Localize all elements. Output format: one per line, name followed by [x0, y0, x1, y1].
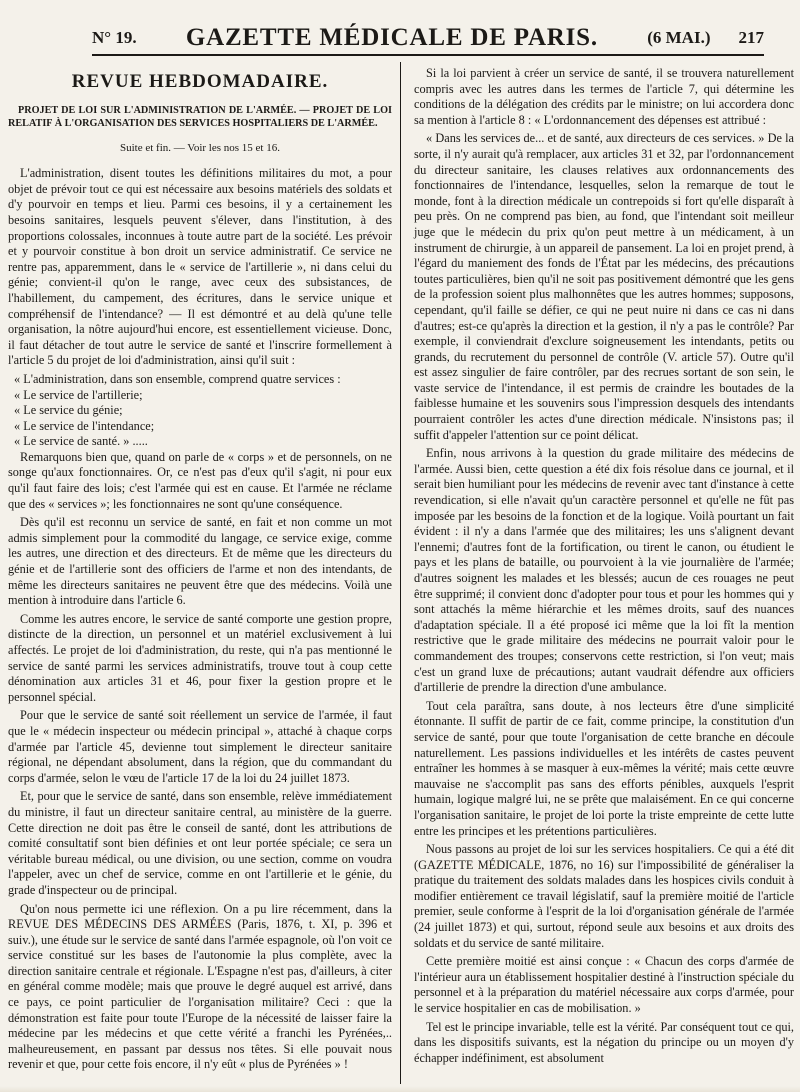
- paragraph: « Dans les services de... et de santé, aux directeurs de ces services. » De la sorte, il n'y aurait qu'à remplacer, aux articles 31 et 32, par l'ordonnancement du directeur sanitaire, les clauses relatives aux ordonnancements des fonctionnaires de l'intendance, lesquelles, selon la remarque de tout le monde, font à la direction médicale un contrepoids si fort qu'elle disparaît à peu près. On ne comprend pas bien, au fond, que l'intendant soit meilleur juge que le médecin du prix qu'on peut mettre à un médicament, à un instrument de chirurgie, à un appareil de pansement. La loi en projet prend, à l'égard du maniement des fonds de l'État par les médecins, des précautions toutes particulières, bien qu'il ne soit pas positivement démontré que les gens de la profession soient plus malhonnêtes que les autres hommes; supposons, cependant, qu'il faille se défier, ce qui ne peut nuire ni dans ce cas ni dans d'autres; est-ce qu'après la direction et la gestion, il n'y a pas le contrôle? Par exemple, il conviendrait d'exclure soigneusement les intendants, petits ou grands, du recrutement du personnel de contrôle (V. article 57). Outre qu'il est assez singulier de faire contrôler, par des recrues sortant de son sein, le vaste service de l'intendance, il est permis de craindre les boutades de la faiblesse humaine et les souvenirs sous l'impression desquels des intendants pourraient contrôler les actes d'une direction médicale. N'insistons pas; il suffit d'appeler l'attention sur ce point délicat.: [414, 131, 794, 442]
- paragraph: Et, pour que le service de santé, dans son ensemble, relève immédiatement du ministre, il faut un directeur sanitaire central, au ministère de la guerre. Cette direction ne doit pas être le conseil de santé, dont les attributions de comité consultatif sont bien définies et ont leur portée spéciale; ce sera un véritable bureau médical, ou une division, ou une section, comme on voudra l'appeler, avec un chef de service, comme en ont l'artillerie et le génie, du grade d'inspecteur ou de principal.: [8, 789, 392, 897]
- header-right: [647, 28, 764, 48]
- paragraph: Tel est le principe invariable, telle est la vérité. Par conséquent tout ce qui, dans les dispositifs suivants, est la négation du principe ou un moyen d'y échapper indéfiniment, est absolument: [414, 1019, 794, 1065]
- continuation-note: Suite et fin. — Voir les nos 15 et 16.: [119, 141, 280, 154]
- right-column: [414, 66, 794, 1069]
- paragraph: L'administration, disent toutes les définitions militaires du mot, a pour objet de prévoir tout ce qui est nécessaire aux besoins matériels des soldats et d'y pourvoir en temps et lieu. Parmi ces besoins, il y a certainement les besoins sanitaires, lesquels peuvent s'élever, dans l'institution, à des proportions colossales, inconnues à toute autre part de la société. Les prévoir et y pourvoir constitue à bon droit un service administratif. Ce service ne rentre pas, apparemment, dans le « service de l'artillerie », ni dans celui du génie; convient-il qu'on le range, avec ceux des subsistances, de l'habillement, du campement, des écritures, dans le service unique et compréhensif de l'intendance? — Il est démontré et au delà qu'une telle organisation, la nôtre aujourd'hui encore, est essentiellement vicieuse. Donc, il faut détacher de tout autre le service de santé et l'inscrire formellement à l'article 5 du projet de loi d'administration, ainsi qu'il suit :: [8, 166, 392, 368]
- paragraph: Si la loi parvient à créer un service de santé, il se trouvera naturellement compris avec les autres dans les termes de l'article 7, qui détermine les conditions de la délégation des crédits par le ministre; on lui accordera donc sa mention à l'article 8 : « L'ordonnancement des dépenses est attribué :: [414, 66, 794, 127]
- paragraph: Qu'on nous permette ici une réflexion. On a pu lire récemment, dans la REVUE DES MÉDECINS DES ARMÉES (Paris, 1876, t. XI, p. 396 et suiv.), une étude sur le service de santé dans l'armée espagnole, où l'on voit ce service constitué sur les bases de l'autonomie la plus complète, avec la direction sanitaire centrale et régionale. L'Espagne n'est pas, d'ailleurs, à citer en général comme modèle; mais que prouve le degré auquel est arrivé, dans ce pays, ce point particulier de l'organisation militaire? Ceci : que la démonstration est faite pour toute l'Europe de la nécessité de laisser faire la médecine par les médecins et que cette vérité a franchi les Pyrénées,.. malheureusement, en passant par dessus nos têtes. Si elle pouvait nous revenir et que, pour cette fois encore, il n'y eût « plus de Pyrénées » !: [8, 901, 392, 1072]
- paragraph: Dès qu'il est reconnu un service de santé, en fait et non comme un mot admis simplement pour la commodité du langage, ce service exige, comme les autres, une direction et des directeurs. Et de même que les directeurs du génie et de l'artillerie sont des officiers de l'arme et non des intendants, de même les directeurs sanitaires ne peuvent être que des médecins. Voilà une mention à introduire dans l'article 6.: [8, 515, 392, 608]
- paragraph: Remarquons bien que, quand on parle de « corps » et de personnels, on ne songe qu'aux fonctionnaires. Or, ce n'est pas d'eux qu'il s'agit, ni pour eux qu'il faut faire des lois; c'est l'armée qui est en cause. Et l'armée ne réclame que des « services »; les fonctionnaires ne sont qu'une conséquence.: [8, 449, 392, 511]
- paragraph: Pour que le service de santé soit réellement un service de l'armée, il faut que le « médecin inspecteur ou médecin principal », attaché à chaque corps d'armée par l'article 45, devienne tout simplement le directeur sanitaire régional, ne dépendant absolument, dans la région, que du commandant du corps d'armée, selon le vœu de l'article 17 de la loi du 24 juillet 1873.: [8, 708, 392, 785]
- quote-line: « Le service de l'intendance;: [14, 418, 155, 433]
- quote-line: « Le service de l'artillerie;: [14, 387, 143, 402]
- page-number: 217: [738, 28, 764, 47]
- page-header: [92, 22, 764, 56]
- paragraph: Enfin, nous arrivons à la question du grade militaire des médecins de l'armée. Aussi bien, cette question a été dix fois résolue dans ce journal, et il serait bien humiliant pour les médecins de revenir avec tant d'instance à cette revendication, si elle n'avait qu'un caractère personnel et qu'elle ne fût pas imposée par les besoins de la fonction et de la logique. Voilà pourtant un fait évident : il n'y a dans l'armée que des militaires; les uns s'alignent devant l'ennemi; d'autres font de la fortification, ou tirent le canon, ou étudient le pays et les plans de bataille, ou pourvoient à la vie journalière de l'armée; d'autres soignent les malades et les blessés; aucun de ces rouages ne peut être supprimé; il convient donc d'adopter pour tous et pour les hommes qui y sont attachés la même hiérarchie et les mêmes droits, sauf des nuances d'adaptation spéciale. Il a été proposé ici même que la loi fît la mention restrictive que le grade militaire des médecins ne pourrait valoir pour le commandement des troupes; conservons cette restriction, si l'on veut; mais c'est un grand luxe de précautions; autant vaudrait défendre aux officiers d'artillerie de prendre la direction d'une ambulance.: [414, 446, 794, 695]
- quote-line: « Le service de santé. » .....: [14, 434, 148, 449]
- column-divider: [400, 62, 401, 1084]
- section-title: REVUE HEBDOMADAIRE.: [71, 71, 329, 92]
- paragraph: Comme les autres encore, le service de santé comporte une gestion propre, distincte de la direction, un personnel et un matériel exclusivement à lui affectés. Le projet de loi d'administration, du reste, qui n'a pas mentionné le service de santé parmi les services administratifs, trouve tout à coup cette dénomination aux articles 31 et 46, pour fixer la gestion propre et le personnel spécial.: [8, 611, 392, 704]
- paragraph: Nous passons au projet de loi sur les services hospitaliers. Ce qui a été dit (GAZETTE MÉDICALE, 1876, no 16) sur l'impossibilité de généraliser la pratique du traitement des soldats malades dans les hospices civils conduit à modifier entièrement ce travail législatif, sauf la première moitié de l'article premier, seule conforme à l'esprit de la loi d'organisation générale de l'armée (24 juillet 1873) et qui, surtout, répond seule aux besoins et aux droits des soldats et du service de santé militaire.: [414, 842, 794, 950]
- paper-edge: [0, 1086, 800, 1092]
- issue-date: (6 MAI.): [647, 28, 711, 47]
- left-column: [8, 66, 392, 1076]
- quote-line: « L'administration, dans son ensemble, comprend quatre services :: [14, 371, 341, 386]
- quote-line: « Le service du génie;: [14, 403, 123, 418]
- paragraph: Tout cela paraîtra, sans doute, à nos lecteurs être d'une simplicité étonnante. Il suffit de partir de ce fait, comme principe, la constitution d'un service de santé, pour que toute l'organisation de cette branche en découle naturellement. Les passions individuelles et les intérêts de castes peuvent entraîner les hommes à se masquer à eux-mêmes la vérité; mais cette œuvre mauvaise ne s'accomplit pas sans des efforts pénibles, auxquels l'esprit humain, logique malgré lui, ne se prête que malaisément. En ce qui concerne l'organisation sanitaire, le projet de loi porte la triste empreinte de cette lutte entre les principes et les prétentions particulières.: [414, 698, 794, 838]
- article-heading: PROJET DE LOI SUR L'ADMINISTRATION DE L'ARMÉE. — PROJET DE LOI RELATIF À L'ORGANISATION DES SERVICES HOSPITALIERS DE L'ARMÉE.: [8, 104, 392, 130]
- publication-title: GAZETTE MÉDICALE DE PARIS.: [185, 24, 598, 51]
- issue-number: N° 19.: [92, 28, 137, 47]
- paragraph: Cette première moitié est ainsi conçue : « Chacun des corps d'armée de l'intérieur aura un établissement hospitalier destiné à l'instruction spéciale du personnel et à la préparation du matériel nécessaire aux corps d'armée, pour le service hospitalier en cas de mobilisation. »: [414, 954, 794, 1016]
